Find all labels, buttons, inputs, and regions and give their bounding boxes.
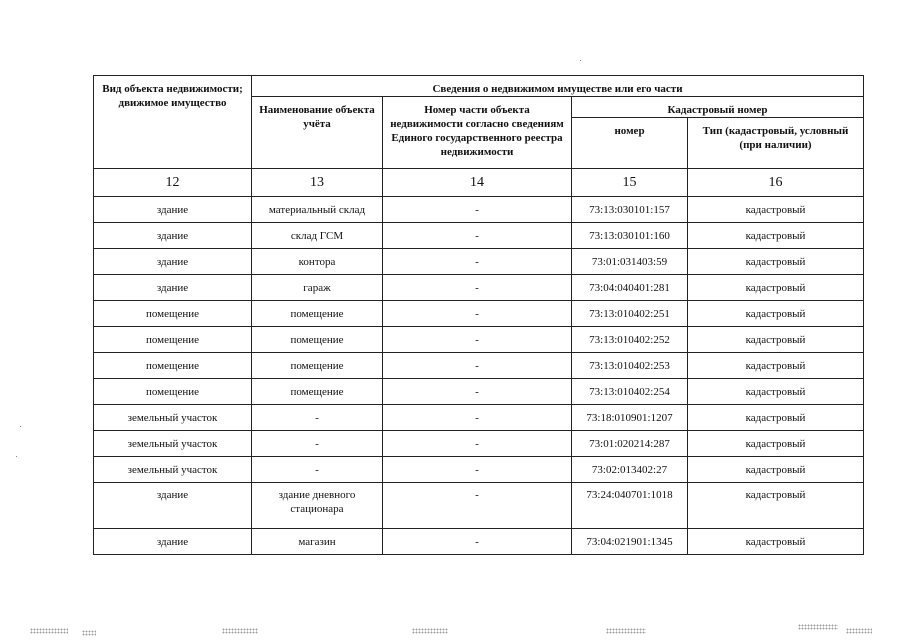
- cell-part-number: -: [383, 223, 572, 249]
- scan-noise: [798, 624, 838, 630]
- cell-number-type: кадастровый: [688, 301, 864, 327]
- table-row: [94, 275, 864, 301]
- scan-noise: [412, 628, 448, 634]
- cell-object-name: помещение: [252, 353, 383, 379]
- cell-part-number: -: [383, 275, 572, 301]
- cell-number-type: кадастровый: [688, 353, 864, 379]
- cell-cadastral-number: 73:04:040401:281: [572, 275, 688, 301]
- cell-object-type: земельный участок: [94, 405, 252, 431]
- header-property-info: Сведения о недвижимом имуществе или его части: [252, 76, 864, 97]
- cell-number-type: кадастровый: [688, 379, 864, 405]
- cell-cadastral-number: 73:24:040701:1018: [572, 483, 688, 529]
- cell-part-number: -: [383, 405, 572, 431]
- cell-object-type: помещение: [94, 301, 252, 327]
- cell-object-type: земельный участок: [94, 431, 252, 457]
- column-number: 14: [383, 169, 572, 197]
- cell-number-type: кадастровый: [688, 223, 864, 249]
- table-row: [94, 457, 864, 483]
- scan-noise: [82, 630, 96, 636]
- cell-object-name: материальный склад: [252, 197, 383, 223]
- cell-object-name: магазин: [252, 529, 383, 555]
- scan-noise: [846, 628, 872, 634]
- cell-object-type: помещение: [94, 353, 252, 379]
- cell-cadastral-number: 73:13:030101:160: [572, 223, 688, 249]
- column-number: 16: [688, 169, 864, 197]
- scan-dot: [580, 60, 581, 61]
- cell-number-type: кадастровый: [688, 431, 864, 457]
- cell-number-type: кадастровый: [688, 457, 864, 483]
- table-row: [94, 529, 864, 555]
- cell-part-number: -: [383, 379, 572, 405]
- cell-object-type: здание: [94, 197, 252, 223]
- cell-part-number: -: [383, 249, 572, 275]
- cell-number-type: кадастровый: [688, 197, 864, 223]
- cell-object-name: помещение: [252, 327, 383, 353]
- cell-part-number: -: [383, 483, 572, 529]
- header-cadastral-number: Кадастровый номер: [572, 97, 864, 118]
- cell-cadastral-number: 73:01:020214:287: [572, 431, 688, 457]
- table-row: [94, 249, 864, 275]
- cell-object-name: помещение: [252, 301, 383, 327]
- cell-object-type: помещение: [94, 379, 252, 405]
- cell-object-type: здание: [94, 529, 252, 555]
- cell-cadastral-number: 73:01:031403:59: [572, 249, 688, 275]
- cell-object-type: помещение: [94, 327, 252, 353]
- cell-object-type: здание: [94, 249, 252, 275]
- cell-part-number: -: [383, 457, 572, 483]
- table-row: [94, 379, 864, 405]
- scan-noise: [222, 628, 258, 634]
- header-number: номер: [572, 118, 688, 169]
- header-number-type: Тип (кадастровый, условный (при наличии): [688, 118, 864, 169]
- property-registry-table: [93, 75, 864, 555]
- cell-cadastral-number: 73:13:030101:157: [572, 197, 688, 223]
- cell-cadastral-number: 73:13:010402:253: [572, 353, 688, 379]
- table-row: [94, 405, 864, 431]
- cell-object-name: -: [252, 431, 383, 457]
- cell-cadastral-number: 73:13:010402:251: [572, 301, 688, 327]
- table-row: [94, 431, 864, 457]
- table-row: [94, 483, 864, 529]
- cell-cadastral-number: 73:13:010402:254: [572, 379, 688, 405]
- cell-object-name: контора: [252, 249, 383, 275]
- header-object-name: Наименование объекта учёта: [252, 97, 383, 169]
- cell-object-name: -: [252, 405, 383, 431]
- cell-part-number: -: [383, 327, 572, 353]
- cell-object-name: здание дневного стационара: [252, 483, 383, 529]
- cell-cadastral-number: 73:04:021901:1345: [572, 529, 688, 555]
- cell-number-type: кадастровый: [688, 249, 864, 275]
- cell-object-type: здание: [94, 275, 252, 301]
- column-number: 12: [94, 169, 252, 197]
- scan-dot: [16, 456, 17, 457]
- column-number-row: [94, 169, 864, 197]
- header-object-type: Вид объекта недвижимости; движимое имущество: [94, 76, 252, 169]
- cell-number-type: кадастровый: [688, 275, 864, 301]
- table-row: [94, 327, 864, 353]
- cell-object-name: -: [252, 457, 383, 483]
- column-number: 13: [252, 169, 383, 197]
- table-row: [94, 353, 864, 379]
- cell-part-number: -: [383, 353, 572, 379]
- cell-object-name: гараж: [252, 275, 383, 301]
- cell-part-number: -: [383, 431, 572, 457]
- cell-part-number: -: [383, 301, 572, 327]
- scan-noise: [606, 628, 646, 634]
- column-number: 15: [572, 169, 688, 197]
- cell-number-type: кадастровый: [688, 529, 864, 555]
- cell-object-type: здание: [94, 483, 252, 529]
- cell-part-number: -: [383, 197, 572, 223]
- cell-number-type: кадастровый: [688, 483, 864, 529]
- cell-object-name: помещение: [252, 379, 383, 405]
- cell-object-name: склад ГСМ: [252, 223, 383, 249]
- scan-dot: [20, 426, 21, 427]
- header-part-number: Номер части объекта недвижимости согласно сведениям Единого государственного реестра недвижимости: [383, 97, 572, 169]
- cell-object-type: земельный участок: [94, 457, 252, 483]
- table-row: [94, 197, 864, 223]
- table-row: [94, 223, 864, 249]
- cell-cadastral-number: 73:02:013402:27: [572, 457, 688, 483]
- cell-cadastral-number: 73:18:010901:1207: [572, 405, 688, 431]
- cell-object-type: здание: [94, 223, 252, 249]
- cell-number-type: кадастровый: [688, 327, 864, 353]
- cell-number-type: кадастровый: [688, 405, 864, 431]
- cell-cadastral-number: 73:13:010402:252: [572, 327, 688, 353]
- table-row: [94, 301, 864, 327]
- cell-part-number: -: [383, 529, 572, 555]
- scan-noise: [30, 628, 68, 634]
